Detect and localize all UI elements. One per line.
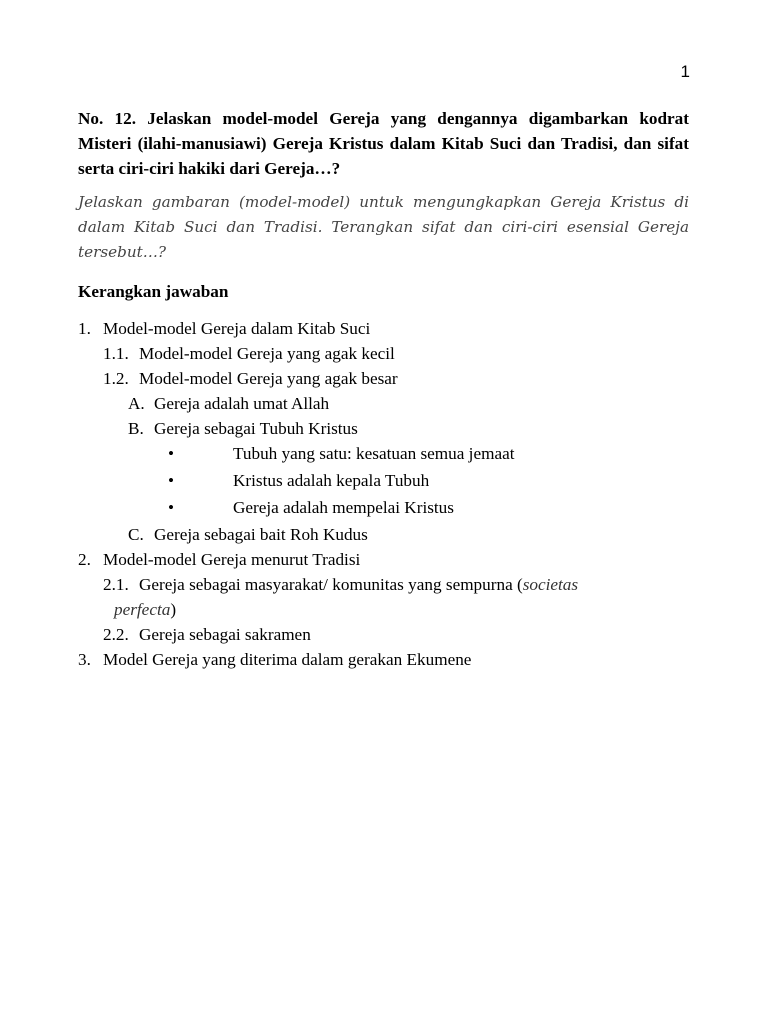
outline-text: [114, 597, 689, 622]
outline-letter: B.: [128, 419, 144, 438]
outline-number: 2.2.: [103, 625, 129, 644]
document-body: [78, 106, 689, 672]
outline-number: 2.: [78, 550, 91, 569]
outline-text-part: Gereja sebagai masyarakat/ komunitas yang sempurna (: [139, 575, 523, 594]
outline-text: [139, 572, 689, 597]
bullet-text: Gereja adalah mempelai Kristus: [233, 498, 454, 517]
outline-item-1-2: [78, 366, 689, 391]
answer-outline: [78, 316, 689, 672]
outline-text: Gereja sebagai sakramen: [139, 625, 311, 644]
bullet-icon: •: [168, 444, 175, 463]
outline-text: Model-model Gereja dalam Kitab Suci: [103, 319, 371, 338]
question-text: No. 12. Jelaskan model-model Gereja yang dengannya digambarkan kodrat Misteri (ilahi-manusiawi) Gereja Kristus dalam Kitab Suci dan Tradisi, dan sifat serta ciri-ciri hakiki dari Gereja…?: [78, 109, 689, 178]
bullet-icon: •: [168, 471, 175, 490]
outline-text: Gereja sebagai Tubuh Kristus: [154, 419, 358, 438]
latin-term: perfecta: [114, 600, 171, 619]
outline-item-2-2: [78, 622, 689, 647]
outline-text: Model-model Gereja yang agak besar: [139, 369, 398, 388]
outline-number: 1.1.: [103, 344, 129, 363]
latin-term: societas: [522, 575, 579, 594]
outline-text: Model Gereja yang diterima dalam gerakan Ekumene: [103, 650, 472, 669]
outline-item-2: [78, 547, 689, 572]
outline-number: 1.2.: [103, 369, 129, 388]
outline-item-c: [78, 522, 689, 547]
bullet-item: [78, 495, 689, 522]
outline-text: Gereja sebagai bait Roh Kudus: [154, 525, 368, 544]
bullet-item: [78, 468, 689, 495]
outline-item-3: [78, 647, 689, 672]
outline-text: Model-model Gereja yang agak kecil: [139, 344, 395, 363]
outline-text-part: ): [170, 600, 177, 619]
outline-text: Gereja adalah umat Allah: [154, 394, 330, 413]
bullet-icon: •: [168, 498, 175, 517]
outline-item-a: [78, 391, 689, 416]
outline-number: 3.: [78, 650, 91, 669]
outline-item-1: [78, 316, 689, 341]
instruction-text: Jelaskan gambaran (model-model) untuk mengungkapkan Gereja Kristus di dalam Kitab Suci dan Tradisi. Terangkan sifat dan ciri-ciri esensial Gereja tersebut…?: [78, 193, 689, 261]
outline-item-2-1: [78, 572, 689, 597]
outline-number: 2.1.: [103, 575, 129, 594]
outline-number: 1.: [78, 319, 91, 338]
outline-item-2-1-continued: [78, 597, 689, 622]
outline-letter: C.: [128, 525, 144, 544]
bullet-text: Tubuh yang satu: kesatuan semua jemaat: [233, 444, 515, 463]
bullet-item: [78, 441, 689, 468]
outline-letter: A.: [128, 394, 145, 413]
page-number: 1: [680, 62, 690, 81]
outline-heading: Kerangkan jawaban: [78, 282, 229, 301]
bullet-text: Kristus adalah kepala Tubuh: [233, 471, 430, 490]
outline-item-1-1: [78, 341, 689, 366]
outline-text: Model-model Gereja menurut Tradisi: [103, 550, 361, 569]
outline-item-b: [78, 416, 689, 441]
